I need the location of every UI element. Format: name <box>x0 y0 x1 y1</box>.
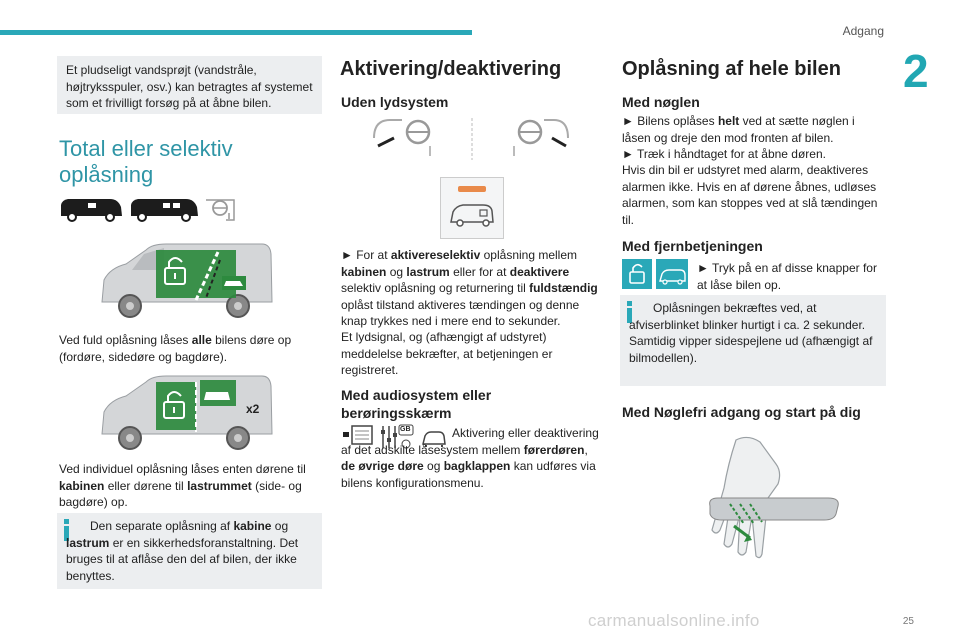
header-bar <box>0 30 472 35</box>
key-step-2: ► Træk i håndtaget for at åbne døren. <box>622 147 826 161</box>
remote-buttons-illustration <box>622 259 688 289</box>
configuration-text: Aktivering eller deaktivering af det adskilte låsesystem mellem førerdøren, de øvrige døre og bagklappen kan udføres via bilens konfigurationsmenu. <box>341 426 599 490</box>
van-silhouette-icon <box>204 392 230 400</box>
press-twice-label: x2 <box>246 402 260 416</box>
van-full-unlock-illustration <box>96 240 274 320</box>
full-unlock-text: Ved fuld oplåsning låses alle bilens døre op (fordøre, sidedøre og bagdøre). <box>59 333 292 364</box>
section-title: Adgang <box>842 24 884 38</box>
remote-unlock-button-icon <box>622 259 652 289</box>
van-long-icon <box>131 199 198 221</box>
key-step-1: ► Bilens oplåses helt ved at sætte nøglen i låsen og dreje den mod fronten af bilen. <box>622 114 855 145</box>
info-box <box>620 295 886 386</box>
info-box <box>57 513 322 589</box>
section-heading: Oplåsning af hele bilen <box>622 58 841 80</box>
van-padlock-icon <box>451 205 493 226</box>
vehicle-icons <box>58 196 238 222</box>
section-heading: Aktivering/deaktivering <box>340 58 562 80</box>
chapter-number: 2 <box>903 45 929 97</box>
confirmation-text: Et lydsignal, og (afhængigt af udstyret) meddelelse bekræfter, at betjeningen er registreret. <box>341 330 553 377</box>
remote-text: ► Tryk på en af disse knapper for at låse bilen op. <box>697 261 877 292</box>
subsection-heading: Med fjernbetjeningen <box>622 238 763 254</box>
watermark: carmanualsonline.info <box>588 611 760 630</box>
page-number: 25 <box>902 616 914 627</box>
info-text: Oplåsningen bekræftes ved, at afviserblinket blinker hurtigt i ca. 2 sekunder. Samtidig vipper sidespejlene ud (afhængigt af bilmodellen). <box>629 301 873 365</box>
subsection-heading: Med Nøglefri adgang og start på dig <box>622 404 861 420</box>
note-text: Et pludseligt vandsprøjt (vandstråle, højtryksspuler, osv.) kan betragtes af systemet som et frivilligt forsøg på at åbne bilen. <box>66 63 313 110</box>
car-silhouette-icon <box>222 276 246 290</box>
subsection-heading: Uden lydsystem <box>341 94 449 110</box>
section-heading: Total eller selektiv oplåsning <box>59 136 233 187</box>
alarm-text: Hvis din bil er udstyret med alarm, deaktiveres alarmen ikke. Hvis en af dørene åbnes, udløses alarmen, som kan stoppes ved at slå tændingen til. <box>622 163 878 227</box>
subsection-heading: Med audiosystem eller berøringsskærm <box>341 387 492 421</box>
van-short-icon <box>61 199 122 221</box>
note-box <box>57 56 322 114</box>
language-code: GB <box>400 426 411 433</box>
indicator-light-icon <box>458 186 486 192</box>
steering-wheel-icon <box>206 200 234 220</box>
activation-text: ► For at aktivereselektiv oplåsning mellem kabinen og lastrum eller for at deaktivere selektiv oplåsning og returnering til fuldstændig oplåst tilstand aktiveres tændingen og denne knap trykkes ned i mere end to sekunder. <box>341 248 598 328</box>
hand-door-handle-illustration <box>704 434 844 564</box>
selective-unlock-button-illustration <box>440 177 504 239</box>
steering-wheel-right-icon <box>514 120 568 156</box>
selective-unlock-text: Ved individuel oplåsning låses enten dørene til kabinen eller dørene til lastrummet (side- og bagdøre) op. <box>59 462 306 509</box>
subsection-heading: Med nøglen <box>622 94 700 110</box>
info-text: Den separate oplåsning af kabine og lastrum er en sikkerhedsforanstaltning. Det bruges til at aflåse den del af bilen, der ikke benyttes. <box>66 519 299 583</box>
remote-van-button-icon <box>656 259 688 289</box>
steering-wheel-left-icon <box>374 120 430 156</box>
steering-wheels-illustration <box>368 116 578 162</box>
